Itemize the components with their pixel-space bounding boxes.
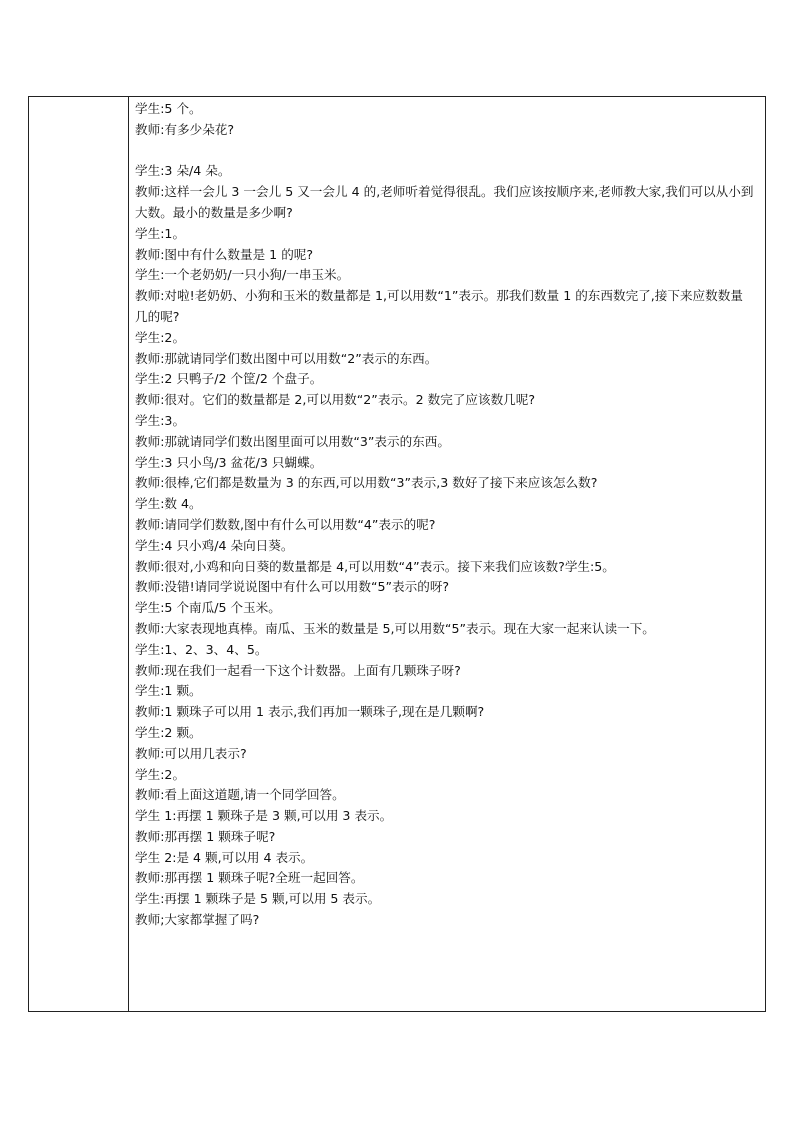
dialogue-line: 教师:对啦!老奶奶、小狗和玉米的数量都是 1,可以用数“1”表示。那我们数量 1 的东西数完了,接下来应数数量几的呢? [135,288,743,324]
dialogue-line: 学生:3 朵/4 朵。 [135,163,231,179]
lesson-table [28,96,766,1012]
dialogue-line: 教师:很对,小鸡和向日葵的数量都是 4,可以用数“4”表示。接下来我们应该数?学生:5。 [135,558,615,574]
dialogue-line: 学生:1 颗。 [135,683,202,699]
dialogue-line: 教师;大家都掌握了吗? [135,912,260,928]
dialogue-line: 教师:有多少朵花? [135,121,235,137]
dialogue-line: 学生:数 4。 [135,496,202,512]
dialogue-line: 学生:1、2、3、4、5。 [135,641,268,657]
dialogue-content [135,99,755,931]
dialogue-line: 学生:2。 [135,329,186,345]
dialogue-line: 学生:再摆 1 颗珠子是 5 颗,可以用 5 表示。 [135,891,381,907]
dialogue-line: 学生 1:再摆 1 颗珠子是 3 颗,可以用 3 表示。 [135,808,393,824]
dialogue-line: 教师:看上面这道题,请一个同学回答。 [135,787,345,803]
dialogue-line: 教师:那再摆 1 颗珠子呢? [135,828,276,844]
dialogue-line: 学生:一个老奶奶/一只小狗/一串玉米。 [135,267,350,283]
dialogue-line: 教师:很棒,它们都是数量为 3 的东西,可以用数“3”表示,3 数好了接下来应该怎么数? [135,475,598,491]
dialogue-line: 学生:4 只小鸡/4 朵向日葵。 [135,537,294,553]
dialogue-line: 学生:5 个南瓜/5 个玉米。 [135,600,281,616]
dialogue-line: 教师:那再摆 1 颗珠子呢?全班一起回答。 [135,870,364,886]
dialogue-line: 学生:2 只鸭子/2 个筐/2 个盘子。 [135,371,323,387]
column-divider [128,97,129,1011]
dialogue-line: 学生:2 颗。 [135,724,202,740]
dialogue-line: 学生:2。 [135,766,186,782]
dialogue-line: 学生:3。 [135,412,186,428]
blank-line [135,141,755,162]
dialogue-line: 学生:1。 [135,225,186,241]
dialogue-line: 教师:1 颗珠子可以用 1 表示,我们再加一颗珠子,现在是几颗啊? [135,704,485,720]
dialogue-line: 学生:5 个。 [135,101,202,116]
dialogue-line: 教师:现在我们一起看一下这个计数器。上面有几颗珠子呀? [135,662,461,678]
dialogue-line: 教师:那就请同学们数出图中可以用数“2”表示的东西。 [135,350,438,366]
dialogue-line: 教师:这样一会儿 3 一会儿 5 又一会儿 4 的,老师听着觉得很乱。我们应该按顺序来,老师教大家,我们可以从小到大数。最小的数量是多少啊? [135,184,754,220]
dialogue-line: 教师:可以用几表示? [135,745,247,761]
dialogue-line: 教师:请同学们数数,图中有什么可以用数“4”表示的呢? [135,516,436,532]
dialogue-line: 教师:图中有什么数量是 1 的呢? [135,246,314,262]
dialogue-line: 教师:很对。它们的数量都是 2,可以用数“2”表示。2 数完了应该数几呢? [135,392,536,408]
dialogue-line: 教师:那就请同学们数出图里面可以用数“3”表示的东西。 [135,433,450,449]
dialogue-line: 学生:3 只小鸟/3 盆花/3 只蝴蝶。 [135,454,323,470]
dialogue-line: 教师:没错!请同学说说图中有什么可以用数“5”表示的呀? [135,579,450,595]
dialogue-line: 教师:大家表现地真棒。南瓜、玉米的数量是 5,可以用数“5”表示。现在大家一起来认读一下。 [135,620,655,636]
dialogue-line: 学生 2:是 4 颗,可以用 4 表示。 [135,849,314,865]
